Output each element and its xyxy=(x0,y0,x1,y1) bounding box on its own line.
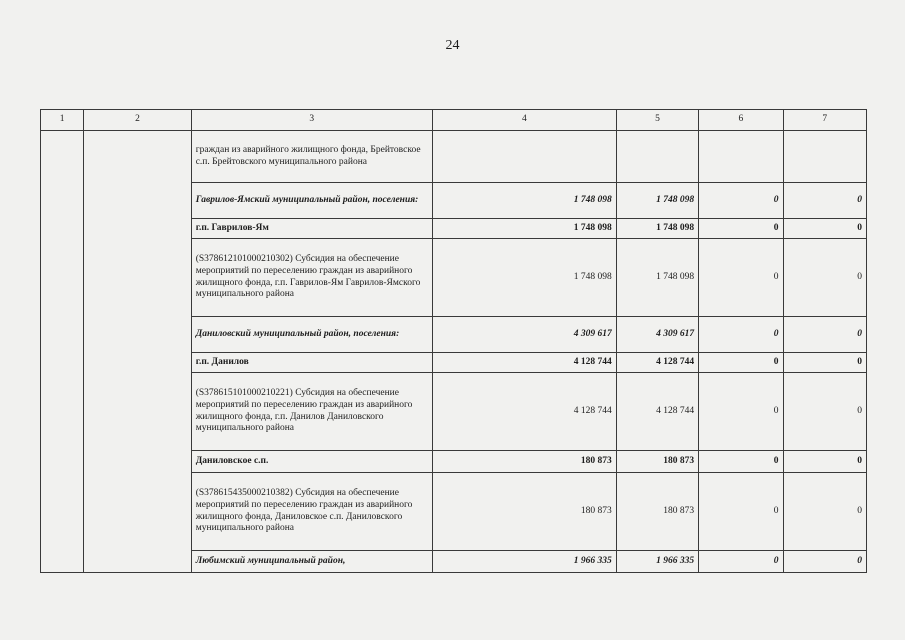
row-description: Даниловский муниципальный район, поселения: xyxy=(191,317,432,353)
value-col4: 4 309 617 xyxy=(432,317,616,353)
value-col5: 1 748 098 xyxy=(616,219,698,239)
row-description: (S378615435000210382) Субсидия на обеспечение мероприятий по переселению граждан из аварийного жилищного фонда, Даниловское с.п. Даниловского муниципального района xyxy=(191,473,432,551)
value-col6: 0 xyxy=(699,353,783,373)
value-col6: 0 xyxy=(699,317,783,353)
value-col7: 0 xyxy=(783,551,866,573)
code-cell xyxy=(84,131,192,573)
value-col6: 0 xyxy=(699,451,783,473)
index-cell xyxy=(41,131,84,573)
value-col7: 0 xyxy=(783,353,866,373)
value-col5: 4 309 617 xyxy=(616,317,698,353)
row-description: (S378615101000210221) Субсидия на обеспечение мероприятий по переселению граждан из аварийного жилищного фонда, г.п. Данилов Даниловского муниципального района xyxy=(191,373,432,451)
row-description: (S378612101000210302) Субсидия на обеспечение мероприятий по переселению граждан из аварийного жилищного фонда, г.п. Гаврилов-Ям Гаврилов-Ямского муниципального района xyxy=(191,239,432,317)
column-header: 4 xyxy=(432,110,616,131)
value-col5: 1 966 335 xyxy=(616,551,698,573)
value-col5: 4 128 744 xyxy=(616,373,698,451)
value-col4: 180 873 xyxy=(432,473,616,551)
value-col5: 1 748 098 xyxy=(616,239,698,317)
table-row xyxy=(41,131,867,183)
value-col6: 0 xyxy=(699,239,783,317)
column-header: 1 xyxy=(41,110,84,131)
value-col5: 180 873 xyxy=(616,473,698,551)
value-col4: 180 873 xyxy=(432,451,616,473)
value-col4: 1 966 335 xyxy=(432,551,616,573)
row-description: граждан из аварийного жилищного фонда, Брейтовское с.п. Брейтовского муниципального района xyxy=(191,131,432,183)
row-description: Даниловское с.п. xyxy=(191,451,432,473)
value-col7 xyxy=(783,131,866,183)
value-col5 xyxy=(616,131,698,183)
row-description: г.п. Данилов xyxy=(191,353,432,373)
value-col4: 1 748 098 xyxy=(432,239,616,317)
column-header: 6 xyxy=(699,110,783,131)
value-col7: 0 xyxy=(783,239,866,317)
table-header-row xyxy=(41,110,867,131)
value-col6: 0 xyxy=(699,373,783,451)
value-col6 xyxy=(699,131,783,183)
value-col4: 4 128 744 xyxy=(432,373,616,451)
row-description: Гаврилов-Ямский муниципальный район, поселения: xyxy=(191,183,432,219)
value-col6: 0 xyxy=(699,473,783,551)
value-col5: 1 748 098 xyxy=(616,183,698,219)
column-header: 3 xyxy=(191,110,432,131)
value-col5: 4 128 744 xyxy=(616,353,698,373)
row-description: Любимский муниципальный район, xyxy=(191,551,432,573)
value-col7: 0 xyxy=(783,317,866,353)
page-number: 24 xyxy=(445,38,460,53)
budget-table xyxy=(40,109,867,573)
column-header: 2 xyxy=(84,110,192,131)
value-col4: 1 748 098 xyxy=(432,219,616,239)
value-col7: 0 xyxy=(783,183,866,219)
value-col6: 0 xyxy=(699,219,783,239)
column-header: 7 xyxy=(783,110,866,131)
value-col6: 0 xyxy=(699,183,783,219)
value-col6: 0 xyxy=(699,551,783,573)
value-col4 xyxy=(432,131,616,183)
value-col7: 0 xyxy=(783,473,866,551)
column-header: 5 xyxy=(616,110,698,131)
value-col4: 4 128 744 xyxy=(432,353,616,373)
value-col7: 0 xyxy=(783,219,866,239)
value-col7: 0 xyxy=(783,451,866,473)
value-col4: 1 748 098 xyxy=(432,183,616,219)
value-col5: 180 873 xyxy=(616,451,698,473)
value-col7: 0 xyxy=(783,373,866,451)
row-description: г.п. Гаврилов-Ям xyxy=(191,219,432,239)
